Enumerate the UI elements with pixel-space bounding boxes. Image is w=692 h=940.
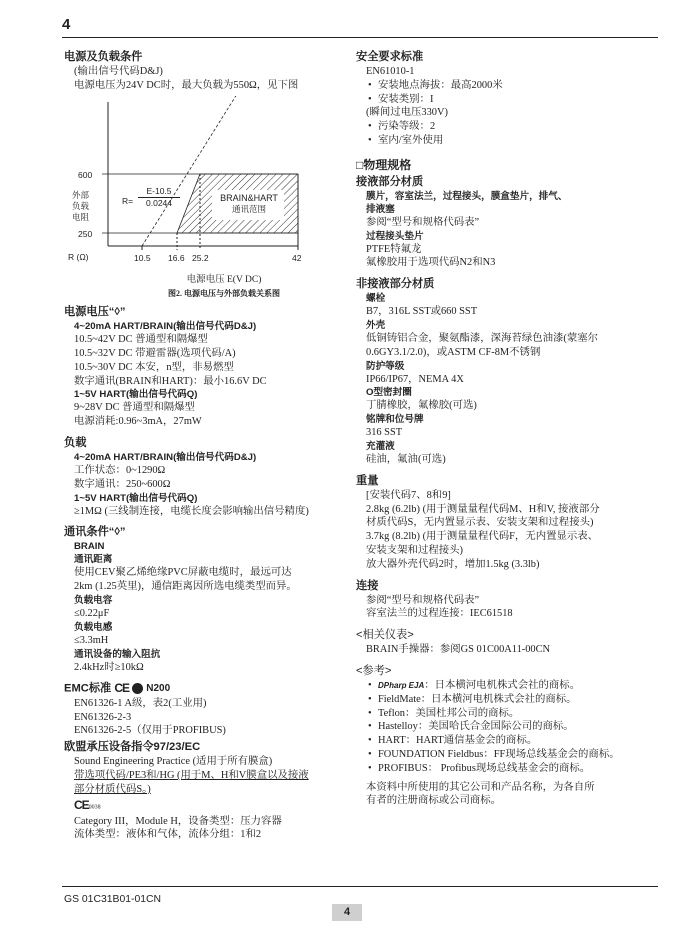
c-tick-icon — [132, 683, 143, 694]
load-sub1: 4~20mA HART/BRAIN(输出信号代码D&J) — [74, 451, 257, 463]
emc-line-3: EN61326-2-5（仅用于PROFIBUS) — [74, 725, 226, 737]
formula — [138, 186, 180, 209]
right-column — [356, 48, 656, 808]
nonwetted-line-2: 低铜铸铝合金，聚氨酯漆，深海苔绿色油漆(蒙塞尔 — [366, 332, 599, 344]
comm-line-2: 2km (1.25英里)，通信距离因所选电缆类型而异。 — [74, 581, 297, 593]
weight-title: 重量 — [356, 474, 379, 487]
nonwetted-line-1: B7，316L SST或660 SST — [366, 306, 478, 318]
wetted-line-2: PTFE特氟龙 — [366, 243, 422, 255]
ce-mark-icon: CE — [114, 681, 130, 696]
comm-sub4: 通讯设备的输入阻抗 — [74, 648, 161, 660]
weight-line-6: 放大器外壳代码2时，增加1.5kg (3.3lb) — [366, 558, 540, 570]
n200-mark: N200 — [146, 683, 171, 695]
safety-bullet-4: • 室内/室外使用 — [366, 134, 656, 148]
weight-line-3: 材质代码S，无内置显示表、安装支架和过程接头) — [366, 517, 594, 529]
dpharp-eja-logo: DPharp EJA — [378, 680, 425, 690]
voltage-sub2: 1~5V HART(输出信号代码Q) — [74, 389, 198, 401]
footer-page-number: 4 — [332, 904, 362, 921]
formula-den: 0.0244 — [138, 197, 180, 209]
y-label-1: 外部 — [72, 189, 90, 200]
load-line-1: 工作状态：0~1290Ω — [74, 464, 166, 476]
y-tick-250: 250 — [78, 228, 93, 239]
power-sub1: (输出信号代码D&J) — [74, 66, 163, 77]
refs-bullet-2: • FieldMate：日本横河电机株式会社的商标。 — [366, 693, 656, 707]
emc-line-1: EN61326-1 A级，表2(工业用) — [74, 697, 207, 709]
refs-bullet-7: • PROFIBUS： Profibus现场总线基金会的商标。 — [366, 762, 656, 776]
safety-std: EN61010-1 — [366, 66, 415, 77]
weight-line-4: 3.7kg (8.2lb) (用于测量量程代码F，无内置显示表、 — [366, 531, 599, 543]
nonwetted-line-4: IP66/IP67，NEMA 4X — [366, 373, 464, 385]
nonwetted-sub1: 螺栓 — [366, 293, 386, 305]
nonwetted-sub5: 铭牌和位号牌 — [366, 414, 424, 426]
nonwetted-sub6: 充灌液 — [366, 440, 395, 452]
emc-title-text: EMC标准 — [64, 682, 112, 695]
wetted-line-3: 氟橡胶用于选项代码N2和N3 — [366, 257, 496, 269]
connection-title: 连接 — [356, 579, 379, 592]
nonwetted-title: 非接液部分材质 — [356, 278, 435, 291]
y-label-2: 负载 — [72, 200, 90, 211]
nonwetted-sub2: 外壳 — [366, 319, 386, 331]
voltage-line-5: 9~28V DC 普通型和隔爆型 — [74, 402, 195, 414]
nonwetted-line-6: 316 SST — [366, 427, 403, 439]
comm-line-5: 2.4kHz时≥10kΩ — [74, 661, 144, 673]
ped-line-2: 带选项代码/PE3和/HG (用于M、H和V膜盒以及接液 — [74, 769, 309, 781]
wetted-sub1: 膜片，容室法兰，过程接头，膜盒垫片，排气、 — [366, 190, 568, 202]
ped-line-1: Sound Engineering Practice (适用于所有膜盒) — [74, 756, 273, 768]
x-label: 电源电压 E(V DC) — [186, 274, 262, 285]
page-number: 4 — [62, 16, 71, 33]
y-unit: R (Ω) — [68, 251, 89, 262]
refs-bullet-4: • Hastelloy：美国哈氏合金国际公司的商标。 — [366, 720, 656, 734]
x-tick-42: 42 — [292, 252, 302, 263]
refs-bullet-1 — [366, 679, 656, 693]
comm-line-1: 使用CEV聚乙烯绝缘PVC屏蔽电缆时，最远可达 — [74, 567, 292, 579]
weight-line-1: [安装代码7、8和9] — [366, 489, 451, 501]
power-sub2: 电源电压为24V DC时，最大负载为550Ω，见下图 — [74, 79, 299, 91]
region-label-1: BRAIN&HART — [220, 192, 278, 203]
related-title: <相关仪表> — [356, 629, 414, 642]
doc-id: GS 01C31B01-01CN — [64, 894, 162, 905]
chart-svg — [64, 96, 344, 264]
wetted-sub2: 排液塞 — [366, 203, 395, 215]
load-sub2: 1~5V HART(输出信号代码Q) — [74, 492, 198, 504]
voltage-line-3: 10.5~30V DC 本安，n型，非易燃型 — [74, 361, 234, 373]
ped-line-4: Category III，Module H，设备类型：压力容器 — [74, 815, 282, 827]
x-tick-166: 16.6 — [168, 252, 185, 263]
weight-line-5: 安装支架和过程接头) — [366, 544, 463, 556]
ped-ce — [64, 799, 344, 815]
voltage-line-2: 10.5~32V DC 带避雷器(选项代码/A) — [74, 347, 236, 359]
wetted-line-1: 参阅“型号和规格代码表” — [366, 216, 480, 228]
emc-line-2: EN61326-2-3 — [74, 711, 132, 723]
refs-bullet-5: • HART：HART通信基金会的商标。 — [366, 734, 656, 748]
voltage-sub1: 4~20mA HART/BRAIN(输出信号代码D&J) — [74, 321, 257, 333]
comm-title: 通讯条件“◊” — [64, 526, 126, 539]
safety-bullet-3: • 污染等级：2 — [366, 120, 656, 134]
wetted-title: 接液部分材质 — [356, 175, 424, 188]
physical-title: □物理规格 — [356, 157, 412, 172]
refs-title: <参考> — [356, 664, 392, 677]
formula-r: R= — [122, 195, 134, 206]
y-label-3: 电阻 — [72, 211, 90, 222]
nonwetted-line-7: 硅油，氟油(可选) — [366, 453, 446, 465]
y-tick-600: 600 — [78, 169, 93, 180]
load-voltage-chart — [64, 96, 344, 264]
y-label — [72, 190, 89, 223]
comm-line-3: ≤0.22μF — [74, 607, 110, 619]
comm-sub1: 通讯距离 — [74, 554, 113, 566]
load-line-2: 数字通讯：250~600Ω — [74, 478, 171, 490]
refs-bullet-3: • Teflon：美国杜邦公司的商标。 — [366, 707, 656, 721]
weight-line-2: 2.8kg (6.2lb) (用于测量量程代码M、H和V, 接液部分 — [366, 503, 600, 515]
emc-title — [64, 681, 344, 696]
x-tick-105: 10.5 — [134, 252, 151, 263]
ce-sub: 0038 — [88, 803, 101, 810]
nonwetted-sub4: O型密封圈 — [366, 387, 412, 399]
nonwetted-line-3: 0.6GY3.1/2.0)，或ASTM CF-8M不锈钢 — [366, 346, 541, 358]
left-column — [64, 48, 344, 842]
safety-title: 安全要求标准 — [356, 51, 424, 63]
ce-0038-icon: CE — [74, 797, 89, 812]
refs-closing-2: 有者的注册商标或公司商标。 — [366, 795, 502, 807]
safety-bullet-2: • 安装类别：I — [366, 93, 656, 107]
comm-sub3: 负载电感 — [74, 621, 113, 633]
safety-note: (瞬间过电压330V) — [366, 107, 448, 119]
voltage-line-1: 10.5~42V DC 普通型和隔爆型 — [74, 334, 208, 346]
x-tick-252: 25.2 — [192, 252, 209, 263]
ped-line-5: 流体类型：液体和气体，流体分组：1和2 — [74, 829, 262, 841]
safety-bullet-1: • 安装地点海拔：最高2000米 — [366, 79, 656, 93]
voltage-line-4: 数字通讯(BRAIN和HART)：最小16.6V DC — [74, 375, 267, 387]
chart-caption: 图2. 电源电压与外部负载关系图 — [168, 289, 280, 299]
formula-num: E-10.5 — [146, 185, 172, 196]
load-line-3: ≥1MΩ (三线制连接，电缆长度会影响输出信号精度) — [74, 505, 309, 517]
wetted-sub3: 过程接头垫片 — [366, 230, 424, 242]
ped-title: 欧盟承压设备指令97/23/EC — [64, 741, 201, 754]
region-label — [214, 193, 284, 215]
load-title: 负载 — [64, 436, 87, 449]
footer-rule — [62, 886, 658, 887]
header-rule — [62, 37, 658, 38]
ped-line-3: 部分材质代码S。) — [74, 783, 151, 795]
power-title: 电源及负载条件 — [64, 51, 143, 63]
nonwetted-sub3: 防护等级 — [366, 360, 405, 372]
refs-bullet-1-text: ：日本横河电机株式会社的商标。 — [424, 679, 581, 691]
comm-line-4: ≤3.3mH — [74, 634, 109, 646]
connection-line-1: 参阅“型号和规格代码表” — [366, 594, 480, 606]
connection-line-2: 容室法兰的过程连接：IEC61518 — [366, 608, 513, 620]
comm-brain: BRAIN — [74, 541, 105, 553]
comm-sub2: 负载电容 — [74, 594, 113, 606]
voltage-title: 电源电压“◊” — [64, 306, 126, 319]
voltage-line-6: 电源消耗:0.96~3mA，27mW — [74, 416, 202, 428]
refs-closing-1: 本资料中所使用的其它公司和产品名称，为各自所 — [366, 781, 595, 793]
region-label-2: 通讯范围 — [231, 203, 266, 214]
related-line-1: BRAIN手操器：参阅GS 01C00A11-00CN — [366, 644, 551, 656]
refs-bullet-6: • FOUNDATION Fieldbus：FF现场总线基金会的商标。 — [366, 748, 656, 762]
nonwetted-line-5: 丁腈橡胶，氟橡胶(可选) — [366, 400, 477, 412]
